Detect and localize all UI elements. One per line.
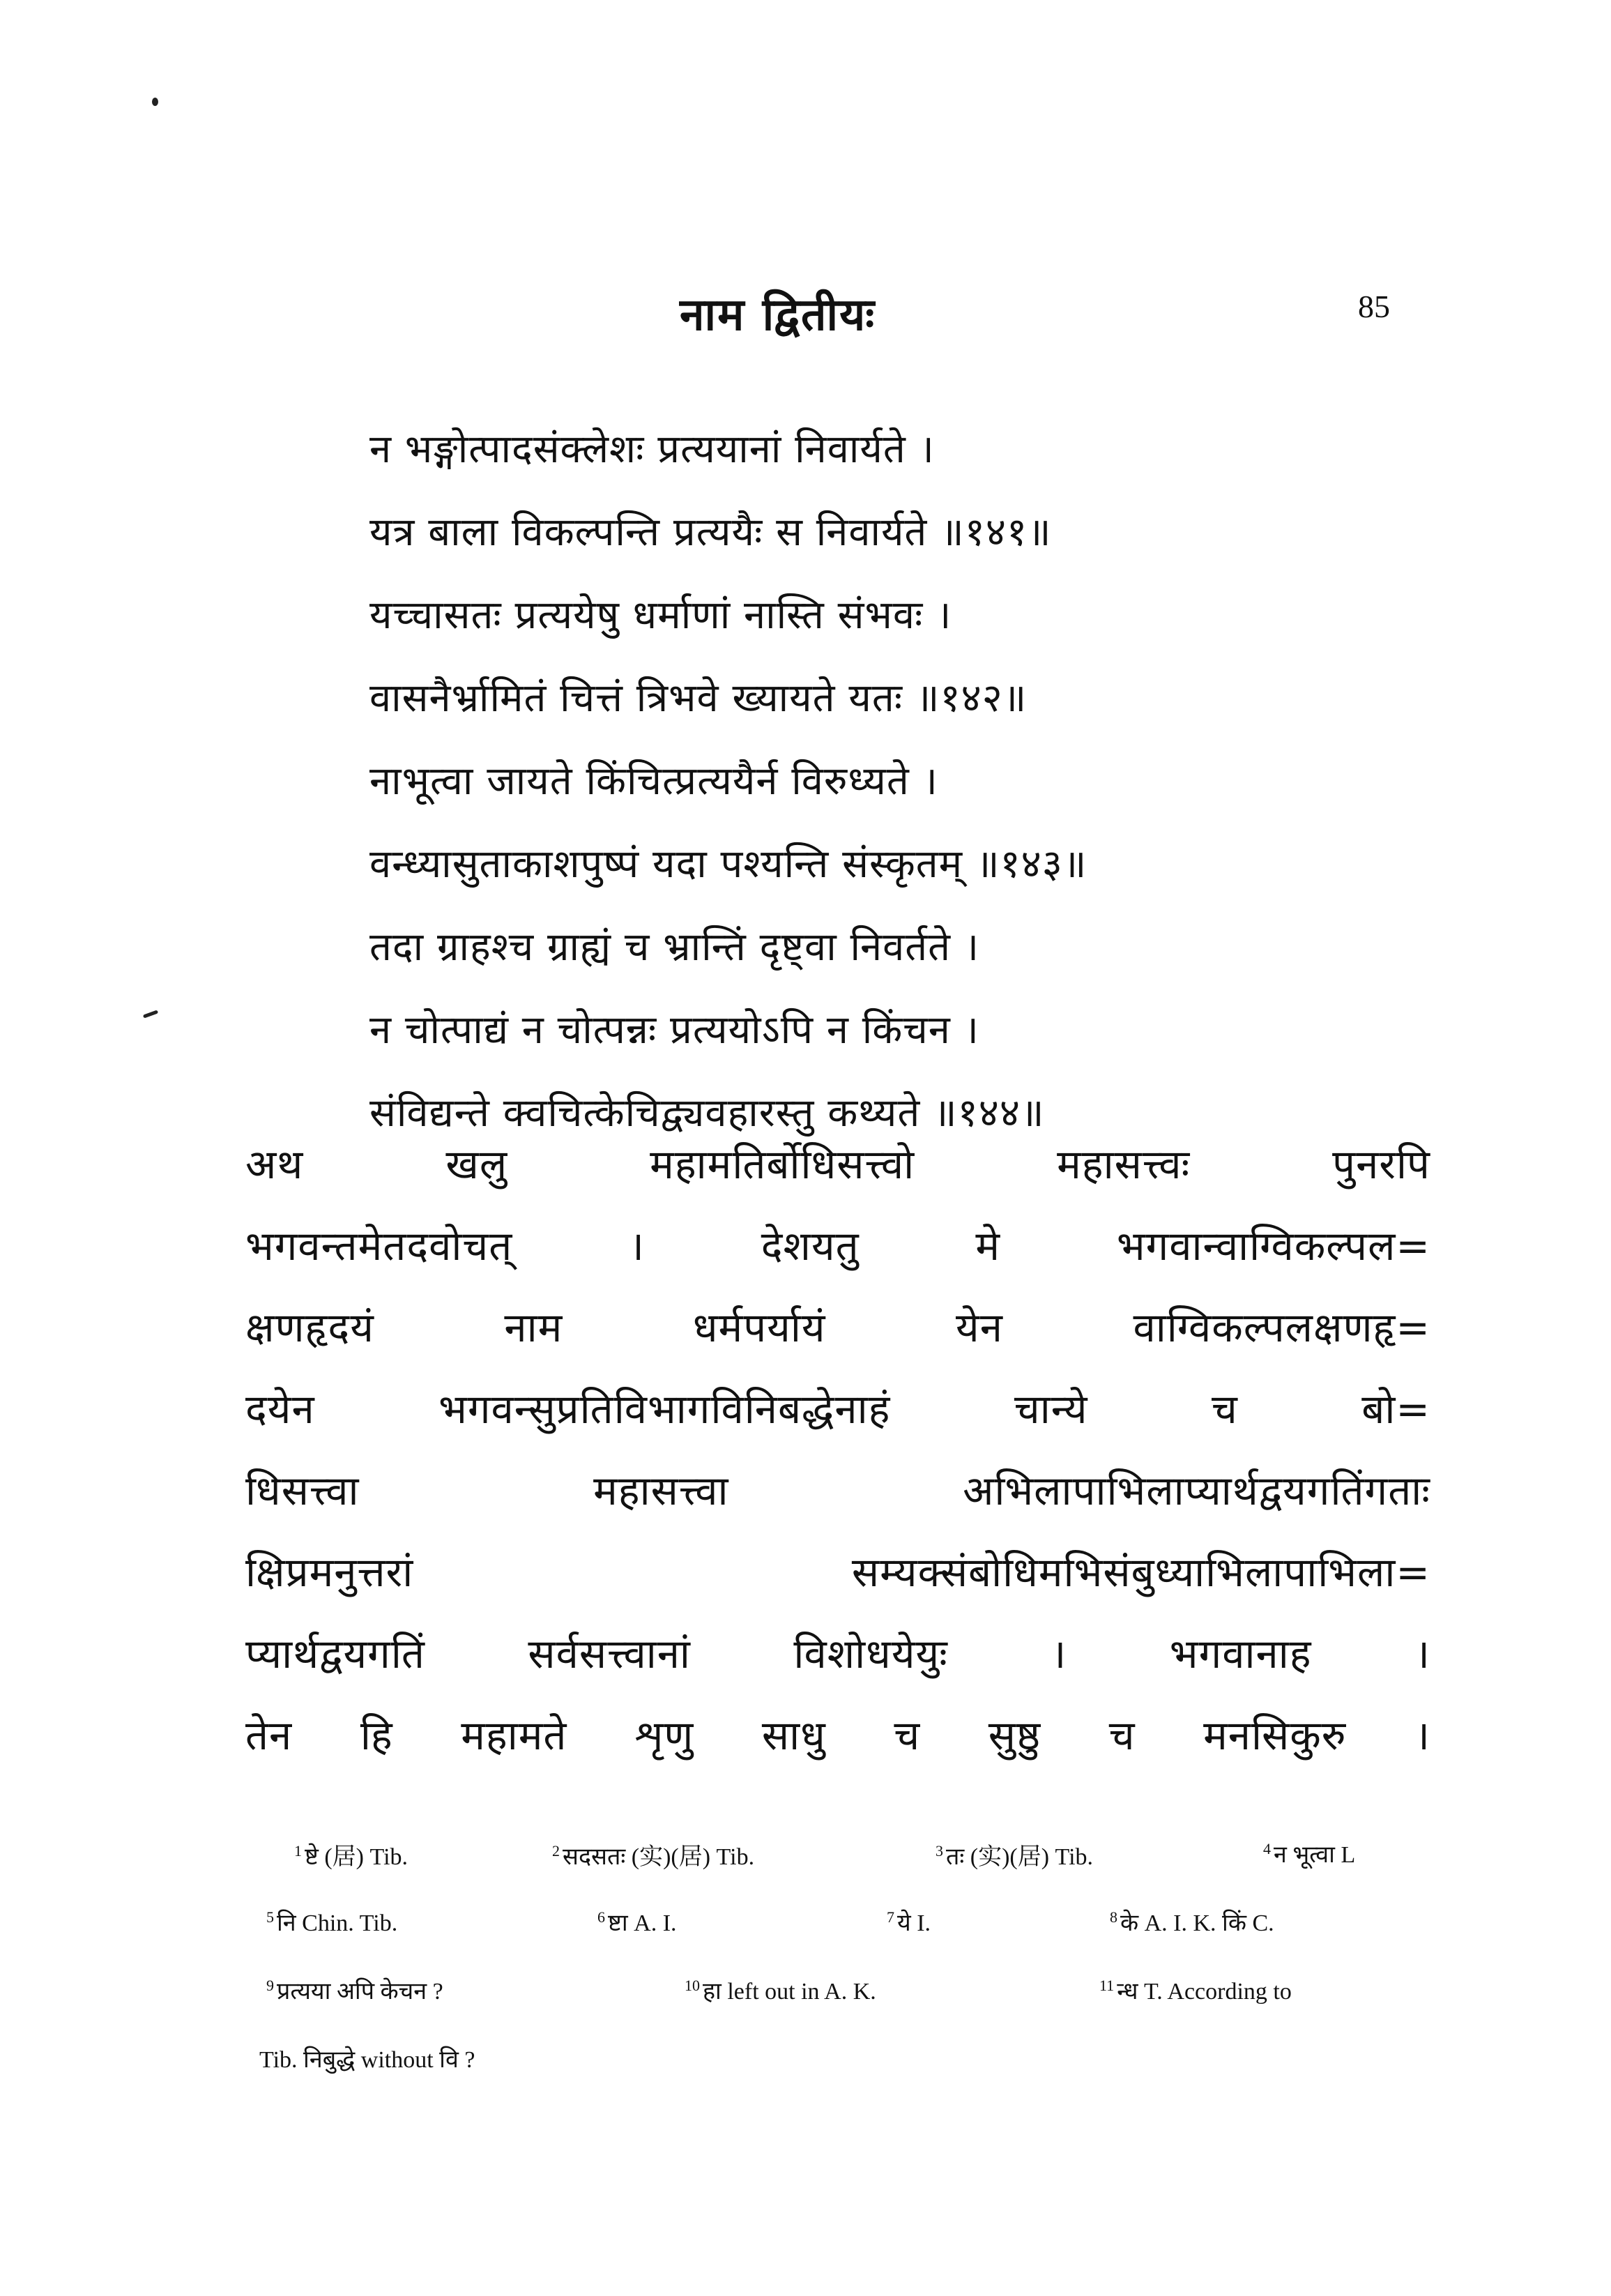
page-header xyxy=(0,282,1611,345)
footnote-number: 6 xyxy=(597,1908,605,1926)
verse-line: वासनैर्भ्रामितं चित्तं त्रिभवे ख्यायते यतः ॥१४२॥ xyxy=(369,676,1028,721)
verse-line: तदा ग्राहश्च ग्राह्यं च भ्रान्तिं दृष्ट्वा निवर्तते । xyxy=(369,925,980,970)
footnote xyxy=(936,1837,1093,1871)
prose-line: भगवन्तमेतदवोचत् । देशयतु मे भगवान्वाग्विकल्पल= xyxy=(245,1222,1430,1270)
footnote-text: ष्टे (居) Tib. xyxy=(305,1844,409,1870)
prose-line: क्षणहृदयं नाम धर्मपर्यायं येन वाग्विकल्पलक्षणहृ= xyxy=(245,1304,1430,1351)
footnote xyxy=(887,1906,931,1938)
footnote xyxy=(552,1837,754,1871)
footnote-text: प्रत्यया अपि केचन ? xyxy=(277,1979,443,2005)
footnote-number: 1 xyxy=(294,1841,302,1860)
ink-speck xyxy=(152,98,158,106)
verse-line: न भङ्गोत्पादसंक्लेशः प्रत्ययानां निवार्यते । xyxy=(369,427,935,472)
footnote-number: 11 xyxy=(1099,1976,1115,1994)
footnote-text: नि Chin. Tib. xyxy=(277,1910,398,1936)
footnote xyxy=(1263,1837,1355,1869)
footnote-number: 2 xyxy=(552,1841,560,1860)
page-number: 85 xyxy=(1358,289,1390,324)
verse-line: यत्र बाला विकल्पन्ति प्रत्ययैः स निवार्यते ॥१४१॥ xyxy=(369,510,1052,555)
prose-line: दयेन भगवन्सुप्रतिविभागविनिबद्धेनाहं चान्ये च बो= xyxy=(245,1385,1430,1433)
footnote-number: 9 xyxy=(266,1976,274,1994)
footnote-number: 10 xyxy=(685,1976,700,1994)
verse-line: न चोत्पाद्यं न चोत्पन्नः प्रत्ययोऽपि न किंचन । xyxy=(369,1008,979,1053)
footnote-row xyxy=(245,2042,1430,2111)
footnote xyxy=(266,1974,443,2006)
footnote-number: 7 xyxy=(887,1908,894,1926)
footnotes xyxy=(245,1837,1430,2111)
prose-line: प्यार्थद्वयगतिं सर्वसत्त्वानां विशोधयेयुः । भगवानाह । xyxy=(245,1630,1430,1678)
footnote-text: न भूत्वा L xyxy=(1274,1842,1356,1868)
verse-block xyxy=(369,408,1429,1155)
footnote xyxy=(259,2042,475,2074)
prose-block xyxy=(245,1124,1430,1777)
prose-line: क्षिप्रमनुत्तरां सम्यक्संबोधिमभिसंबुध्याभिलापाभिला= xyxy=(245,1549,1430,1596)
verse-line: वन्ध्यासुताकाशपुष्पं यदा पश्यन्ति संस्कृतम् ॥१४३॥ xyxy=(369,842,1087,887)
footnote xyxy=(597,1906,677,1938)
footnote-number: 5 xyxy=(266,1908,274,1926)
verse-line: नाभूत्वा जायते किंचित्प्रत्ययैर्न विरुध्यते । xyxy=(369,759,938,804)
prose-line: धिसत्त्वा महासत्त्वा अभिलापाभिलाप्यार्थद्वयगतिंगताः xyxy=(245,1467,1430,1514)
footnote xyxy=(1099,1974,1292,2006)
footnote-row xyxy=(245,1837,1430,1906)
footnote xyxy=(294,1837,408,1871)
running-title: नाम द्वितीयः xyxy=(680,289,876,341)
footnote-text: न्ध T. According to xyxy=(1117,1979,1292,2005)
footnote-number: 4 xyxy=(1263,1839,1271,1857)
verse-line: संविद्यन्ते क्वचित्केचिद्व्यवहारस्तु कथ्यते ॥१४४॥ xyxy=(369,1090,1045,1136)
footnote xyxy=(1110,1906,1274,1938)
footnote xyxy=(266,1906,397,1938)
footnote-text: ष्टा A. I. xyxy=(608,1910,677,1936)
ink-speck xyxy=(143,1010,158,1018)
footnote-text: तः (实)(居) Tib. xyxy=(946,1844,1094,1870)
footnote xyxy=(685,1974,876,2006)
footnote-number: 8 xyxy=(1110,1908,1117,1926)
footnote-text: ये I. xyxy=(897,1910,931,1936)
footnote-number: 3 xyxy=(936,1841,943,1860)
footnote-row xyxy=(245,1906,1430,1974)
footnote-text: हा left out in A. K. xyxy=(703,1979,876,2005)
verse-line: यच्चासतः प्रत्ययेषु धर्माणां नास्ति संभवः । xyxy=(369,593,952,638)
footnote-text: Tib. निबुद्धे without वि ? xyxy=(259,2047,475,2073)
footnote-row xyxy=(245,1974,1430,2042)
footnote-text: के A. I. K. किं C. xyxy=(1120,1910,1274,1936)
prose-line: तेन हि महामते शृणु साधु च सुष्ठु च मनसिकुरु । xyxy=(245,1712,1430,1759)
prose-line: अथ खलु महामतिर्बोधिसत्त्वो महासत्त्वः पुनरपि xyxy=(245,1141,1430,1188)
footnote-text: सदसतः (实)(居) Tib. xyxy=(563,1844,755,1870)
